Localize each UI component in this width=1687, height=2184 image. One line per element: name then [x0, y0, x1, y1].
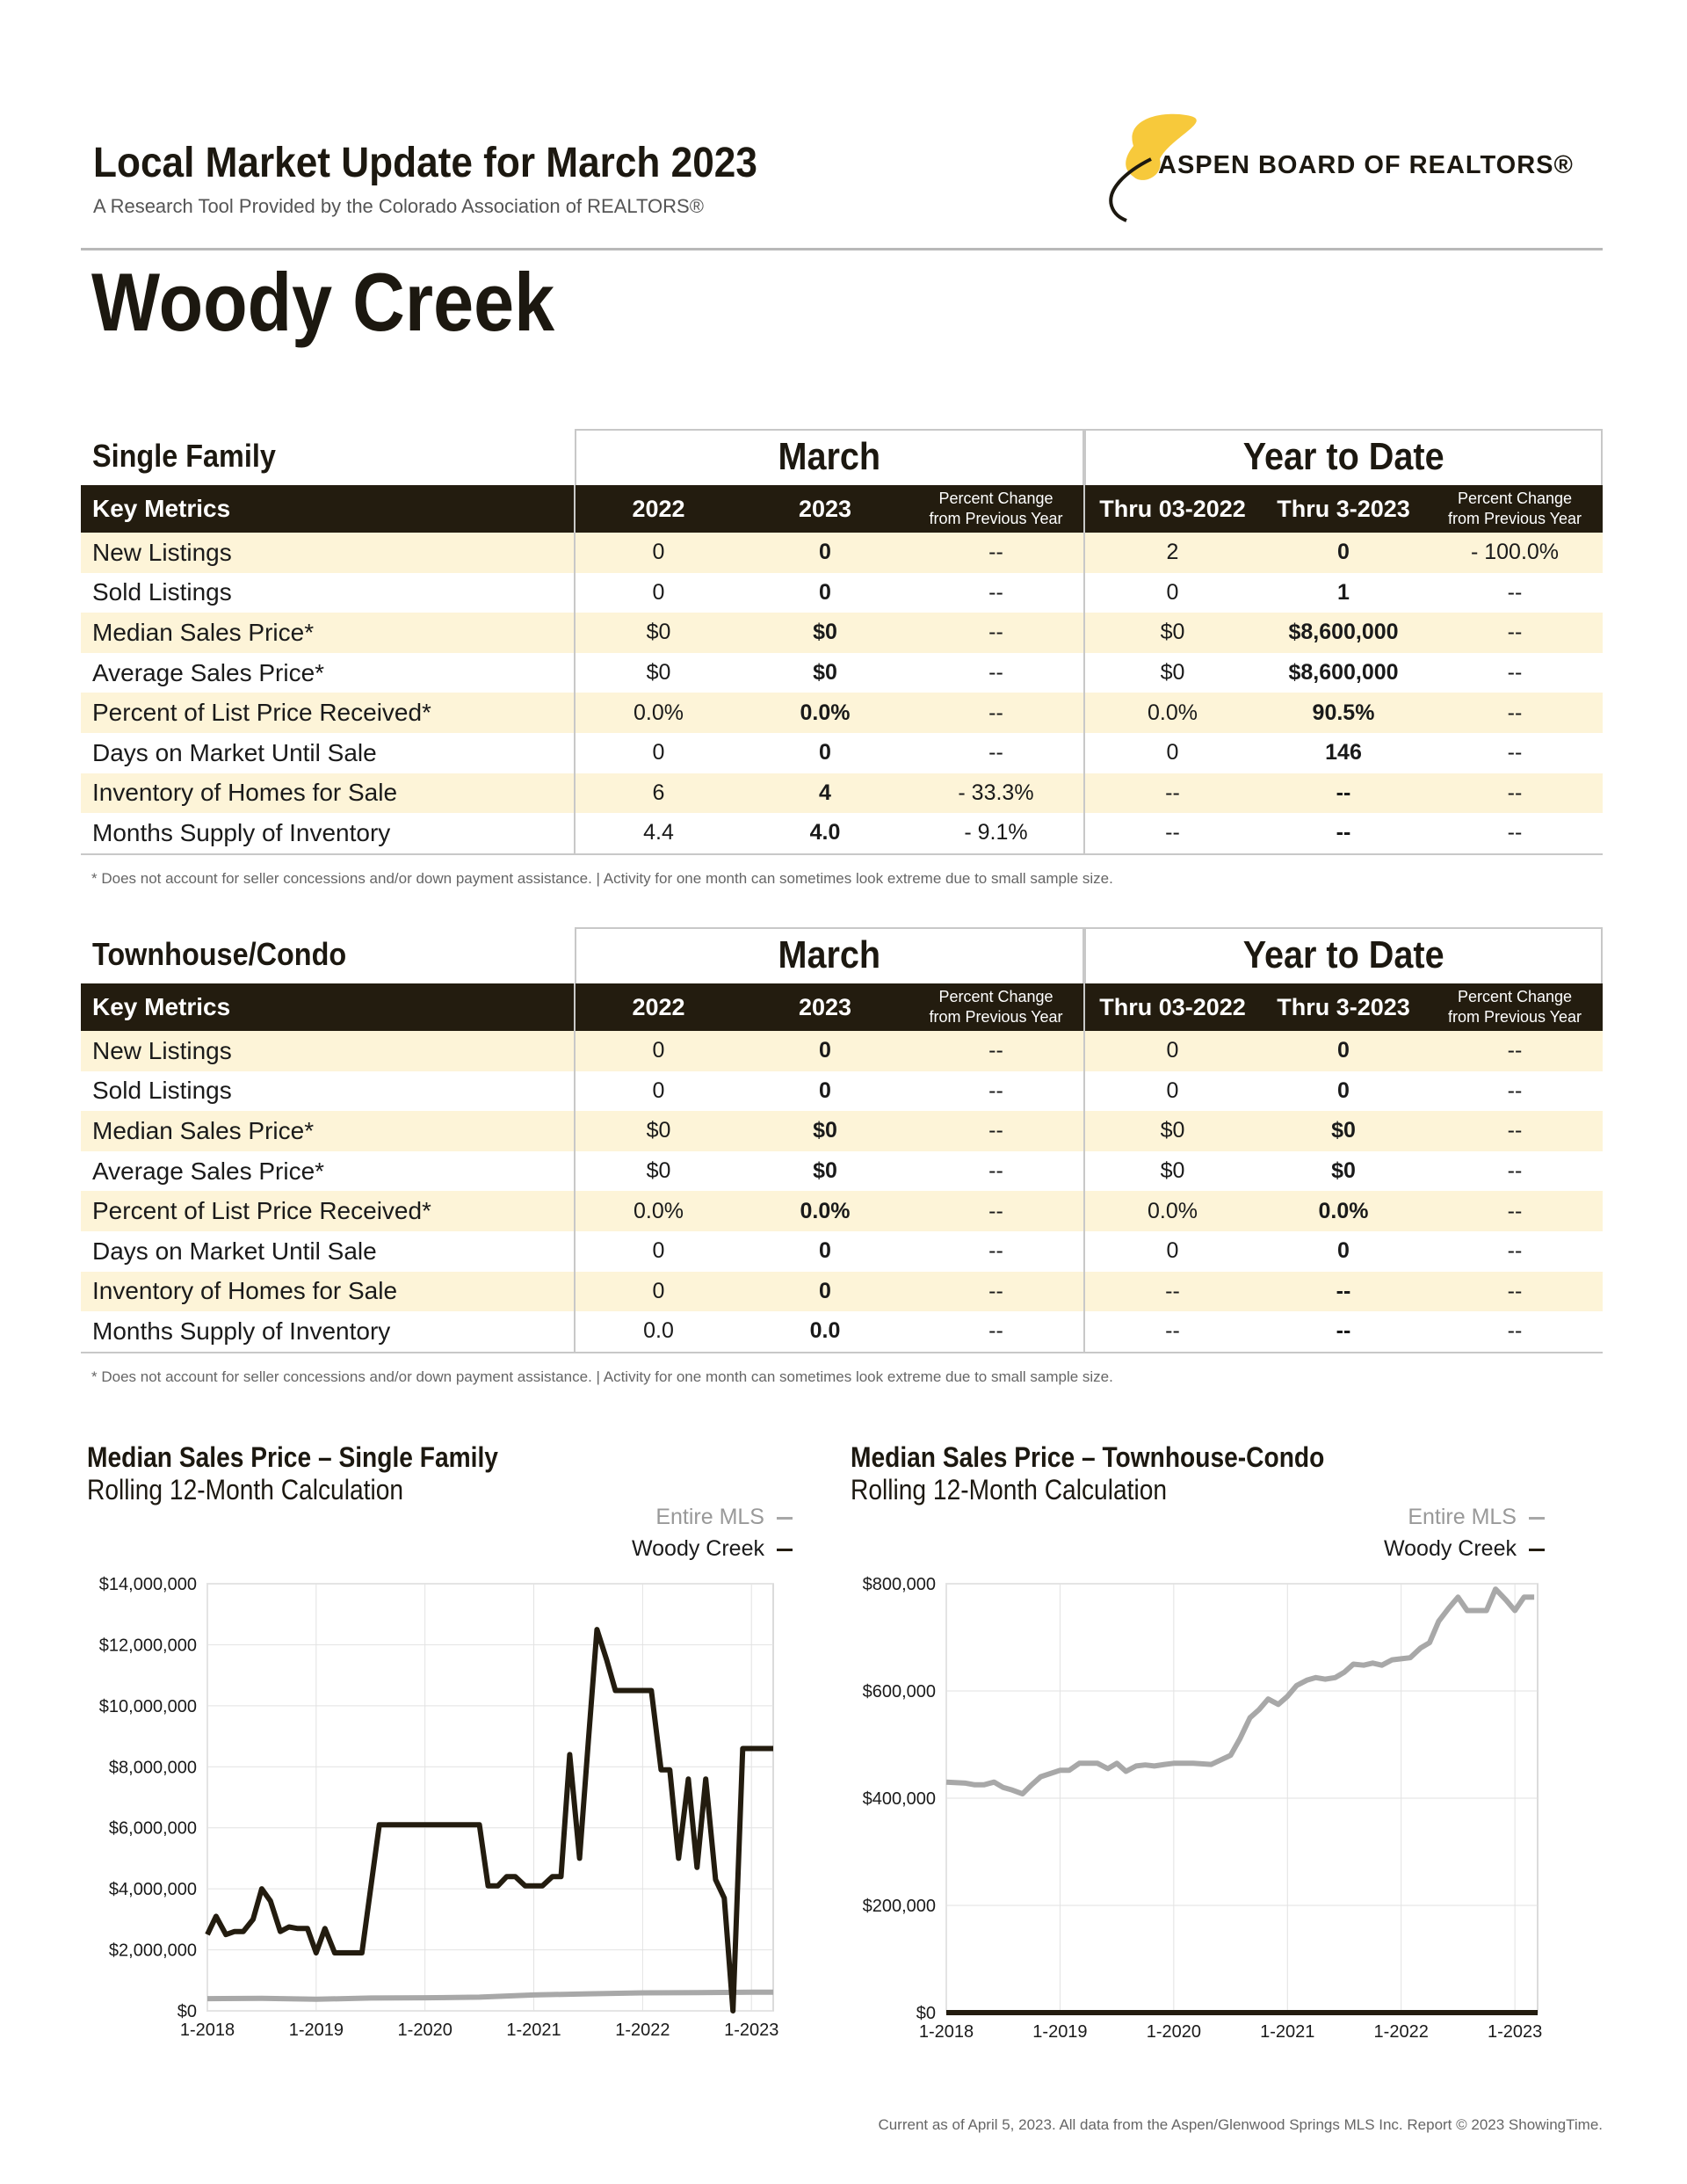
- value-2022: $0: [646, 660, 671, 686]
- value-2023: 4: [742, 773, 909, 814]
- metric-name: Percent of List Price Received*: [81, 1191, 575, 1231]
- value-ytd-2022: 0.0%: [1084, 1191, 1260, 1231]
- value-ytd-2023: $8,600,000: [1288, 660, 1399, 686]
- pct-change-ytd: --: [1427, 1111, 1603, 1151]
- metric-name: New Listings: [81, 1031, 575, 1071]
- pct-change-month: --: [909, 533, 1084, 573]
- metric-name: Inventory of Homes for Sale: [81, 773, 575, 814]
- col-pct-change-month: Percent Change from Previous Year: [909, 983, 1084, 1031]
- x-tick-label: 1-2021: [506, 2021, 561, 2040]
- pct-change-ytd: --: [1507, 660, 1523, 686]
- section-label: Single Family: [92, 438, 276, 474]
- value-2023: 0.0%: [742, 693, 909, 733]
- pct-change-ytd: --: [1507, 1158, 1523, 1184]
- value-ytd-2023: 0: [1337, 1077, 1350, 1103]
- legend-entire-mls: Entire MLS: [1408, 1505, 1545, 1530]
- y-tick-label: $800,000: [862, 1575, 936, 1594]
- value-ytd-2023: $8,600,000: [1260, 613, 1427, 653]
- townhouse-condo-section: [81, 927, 1603, 1385]
- value-2022: $0: [575, 613, 742, 653]
- value-ytd-2022: 0: [1166, 579, 1179, 605]
- metric-name: Average Sales Price*: [81, 653, 575, 693]
- y-tick-label: $14,000,000: [98, 1575, 197, 1594]
- single-family-section: [81, 429, 1603, 887]
- value-ytd-2022: --: [1084, 813, 1260, 854]
- table-header-row: [81, 485, 1603, 533]
- table-row: [81, 1231, 1603, 1272]
- footnote: * Does not account for seller concessions and/or down payment assistance. | Activity for one month can sometimes look extreme due to small sample size.: [91, 870, 1113, 887]
- metrics-table: [81, 485, 1603, 855]
- y-tick-label: $6,000,000: [108, 1818, 197, 1839]
- col-ytd-2023: Thru 3-2023: [1260, 983, 1427, 1031]
- value-2023: 0: [742, 1031, 909, 1071]
- value-2022: 0.0%: [575, 1191, 742, 1231]
- col-2023: 2023: [742, 485, 909, 533]
- x-tick-label: 1-2019: [1032, 2022, 1088, 2042]
- col-key-metrics: Key Metrics: [81, 485, 575, 533]
- value-2023: 0: [742, 1272, 909, 1312]
- value-ytd-2023: 0: [1337, 1238, 1350, 1264]
- value-ytd-2022: $0: [1160, 660, 1185, 686]
- value-ytd-2022: 0: [1166, 1238, 1179, 1264]
- value-ytd-2022: $0: [1160, 1158, 1185, 1184]
- x-tick-label: 1-2022: [1373, 2022, 1429, 2042]
- value-ytd-2023: 146: [1325, 740, 1362, 765]
- value-ytd-2022: $0: [1084, 613, 1260, 653]
- table-row: [81, 1151, 1603, 1192]
- y-tick-label: $4,000,000: [108, 1880, 197, 1900]
- value-2022: $0: [646, 1158, 671, 1184]
- footnote: * Does not account for seller concessions and/or down payment assistance. | Activity for one month can sometimes look extreme due to small sample size.: [91, 1368, 1113, 1385]
- chart-title: Median Sales Price – Single Family: [87, 1441, 498, 1473]
- value-ytd-2022: $0: [1084, 1111, 1260, 1151]
- table-row: [81, 653, 1603, 693]
- value-2022: $0: [575, 1111, 742, 1151]
- pct-change-month: --: [909, 1151, 1084, 1192]
- col-key-metrics: Key Metrics: [81, 983, 575, 1031]
- value-2023: 0.0%: [742, 1191, 909, 1231]
- metric-name: Median Sales Price*: [81, 1111, 575, 1151]
- pct-change-month: --: [909, 653, 1084, 693]
- table-row: [81, 1111, 1603, 1151]
- table-row: [81, 1311, 1603, 1353]
- value-ytd-2022: --: [1084, 1311, 1260, 1353]
- table-row: [81, 1071, 1603, 1112]
- pct-change-month: - 9.1%: [909, 813, 1084, 854]
- col-ytd-2023: Thru 3-2023: [1260, 485, 1427, 533]
- pct-change-month: --: [909, 1311, 1084, 1353]
- pct-change-ytd: --: [1507, 1238, 1523, 1264]
- group-header-ytd: Year to Date: [1084, 927, 1603, 983]
- table-row: [81, 773, 1603, 814]
- report-title: Local Market Update for March 2023: [93, 140, 757, 186]
- group-header-month: March: [575, 429, 1084, 485]
- value-2022: 4.4: [575, 813, 742, 854]
- metric-name: Months Supply of Inventory: [81, 1311, 575, 1353]
- y-tick-label: $0: [177, 2002, 197, 2021]
- table-row: [81, 573, 1603, 613]
- pct-change-ytd: --: [1427, 773, 1603, 814]
- logo-text: ASPEN BOARD OF REALTORS®: [1158, 151, 1574, 179]
- pct-change-month: --: [909, 1071, 1084, 1112]
- value-2023: $0: [742, 1111, 909, 1151]
- value-ytd-2022: 2: [1084, 533, 1260, 573]
- legend-woody-creek: Woody Creek: [632, 1536, 793, 1562]
- chart-subtitle: Rolling 12-Month Calculation: [87, 1474, 404, 1506]
- value-2022: 0: [575, 1272, 742, 1312]
- table-row: [81, 813, 1603, 854]
- report-subtitle: A Research Tool Provided by the Colorado Association of REALTORS®: [93, 195, 704, 217]
- section-label: Townhouse/Condo: [92, 936, 347, 972]
- legend-woody-creek: Woody Creek: [1384, 1536, 1545, 1562]
- legend-entire-mls: Entire MLS: [655, 1505, 793, 1530]
- metric-name: Months Supply of Inventory: [81, 813, 575, 854]
- pct-change-ytd: --: [1427, 1191, 1603, 1231]
- header-divider: [81, 248, 1603, 250]
- value-ytd-2022: 0: [1084, 1031, 1260, 1071]
- footer-note: Current as of April 5, 2023. All data from the Aspen/Glenwood Springs MLS Inc. Report © 2023 ShowingTime.: [878, 2116, 1603, 2133]
- y-tick-label: $8,000,000: [108, 1758, 197, 1778]
- value-ytd-2022: 0: [1166, 1077, 1179, 1103]
- x-tick-label: 1-2022: [615, 2021, 670, 2040]
- value-2023: $0: [813, 1158, 837, 1184]
- value-2023: 0.0: [742, 1311, 909, 1353]
- metric-name: Days on Market Until Sale: [81, 733, 575, 773]
- legend-swatch: [1529, 1517, 1545, 1520]
- value-2023: 0: [819, 740, 831, 765]
- table-row: [81, 613, 1603, 653]
- y-tick-label: $600,000: [862, 1682, 936, 1701]
- value-2023: $0: [742, 613, 909, 653]
- x-tick-label: 1-2023: [1487, 2022, 1543, 2042]
- col-2022: 2022: [575, 983, 742, 1031]
- pct-change-month: --: [909, 613, 1084, 653]
- value-2022: 0: [575, 1031, 742, 1071]
- y-tick-label: $10,000,000: [98, 1696, 197, 1716]
- value-ytd-2023: $0: [1260, 1111, 1427, 1151]
- value-2022: 0: [652, 1077, 665, 1103]
- pct-change-ytd: --: [1427, 1272, 1603, 1312]
- metric-name: Median Sales Price*: [81, 613, 575, 653]
- pct-change-month: --: [909, 1231, 1084, 1272]
- value-2023: $0: [813, 660, 837, 686]
- pct-change-month: --: [909, 573, 1084, 613]
- value-2023: 0: [819, 1238, 831, 1264]
- value-ytd-2023: --: [1260, 813, 1427, 854]
- value-2022: 0.0: [575, 1311, 742, 1353]
- value-ytd-2022: 0: [1166, 740, 1179, 765]
- pct-change-month: --: [909, 733, 1084, 773]
- pct-change-ytd: --: [1427, 613, 1603, 653]
- table-row: [81, 1272, 1603, 1312]
- x-tick-label: 1-2019: [288, 2021, 344, 2040]
- table-row: [81, 693, 1603, 733]
- pct-change-ytd: --: [1427, 693, 1603, 733]
- value-ytd-2023: 0: [1260, 1031, 1427, 1071]
- value-2023: 0: [819, 579, 831, 605]
- x-tick-label: 1-2021: [1260, 2022, 1315, 2042]
- pct-change-month: - 33.3%: [909, 773, 1084, 814]
- value-ytd-2023: $0: [1331, 1158, 1356, 1184]
- value-ytd-2023: 1: [1337, 579, 1350, 605]
- y-tick-label: $2,000,000: [108, 1941, 197, 1961]
- metric-name: Sold Listings: [81, 573, 575, 613]
- table-row: [81, 733, 1603, 773]
- pct-change-month: --: [909, 1272, 1084, 1312]
- value-2022: 0: [652, 740, 665, 765]
- value-2023: 0: [742, 533, 909, 573]
- col-pct-change-month: Percent Change from Previous Year: [909, 485, 1084, 533]
- x-tick-label: 1-2018: [918, 2022, 974, 2042]
- legend-swatch: [777, 1517, 793, 1520]
- pct-change-ytd: - 100.0%: [1427, 533, 1603, 573]
- pct-change-ytd: --: [1427, 813, 1603, 854]
- value-ytd-2022: --: [1084, 1272, 1260, 1312]
- col-2023: 2023: [742, 983, 909, 1031]
- metric-name: Average Sales Price*: [81, 1151, 575, 1192]
- y-tick-label: $0: [916, 2004, 936, 2023]
- metric-name: Sold Listings: [81, 1071, 575, 1112]
- value-ytd-2023: 0: [1260, 533, 1427, 573]
- table-header-row: [81, 983, 1603, 1031]
- y-tick-label: $200,000: [862, 1897, 936, 1916]
- x-tick-label: 1-2018: [179, 2021, 235, 2040]
- pct-change-ytd: --: [1507, 1077, 1523, 1103]
- col-2022: 2022: [575, 485, 742, 533]
- value-ytd-2023: --: [1260, 1272, 1427, 1312]
- metric-name: Days on Market Until Sale: [81, 1231, 575, 1272]
- metric-name: Inventory of Homes for Sale: [81, 1272, 575, 1312]
- col-ytd-2022: Thru 03-2022: [1084, 485, 1260, 533]
- pct-change-ytd: --: [1507, 740, 1523, 765]
- median-price-townhouse-condo-chart: [808, 1564, 1687, 2057]
- pct-change-month: --: [909, 1191, 1084, 1231]
- table-row: [81, 1031, 1603, 1071]
- legend-swatch: [777, 1549, 793, 1551]
- location-title: Woody Creek: [91, 256, 555, 348]
- col-pct-change-ytd: Percent Change from Previous Year: [1427, 983, 1603, 1031]
- value-2022: 6: [575, 773, 742, 814]
- pct-change-month: --: [909, 1031, 1084, 1071]
- table-row: [81, 533, 1603, 573]
- value-ytd-2023: --: [1260, 1311, 1427, 1353]
- pct-change-ytd: --: [1507, 579, 1523, 605]
- x-tick-label: 1-2020: [397, 2021, 453, 2040]
- group-header-ytd: Year to Date: [1084, 429, 1603, 485]
- x-tick-label: 1-2020: [1146, 2022, 1201, 2042]
- group-header-month: March: [575, 927, 1084, 983]
- metric-name: Percent of List Price Received*: [81, 693, 575, 733]
- col-pct-change-ytd: Percent Change from Previous Year: [1427, 485, 1603, 533]
- value-2022: 0.0%: [575, 693, 742, 733]
- metrics-table: [81, 983, 1603, 1353]
- y-tick-label: $12,000,000: [98, 1636, 197, 1656]
- chart-title: Median Sales Price – Townhouse-Condo: [851, 1441, 1325, 1473]
- pct-change-ytd: --: [1427, 1311, 1603, 1353]
- value-2022: 0: [652, 579, 665, 605]
- table-row: [81, 1191, 1603, 1231]
- value-ytd-2022: 0.0%: [1084, 693, 1260, 733]
- value-2023: 0: [819, 1077, 831, 1103]
- legend-swatch: [1529, 1549, 1545, 1551]
- pct-change-month: --: [909, 1111, 1084, 1151]
- x-tick-label: 1-2023: [724, 2021, 779, 2040]
- value-2022: 0: [652, 1238, 665, 1264]
- value-ytd-2023: 0.0%: [1260, 1191, 1427, 1231]
- value-ytd-2023: 90.5%: [1260, 693, 1427, 733]
- metric-name: New Listings: [81, 533, 575, 573]
- value-ytd-2023: --: [1260, 773, 1427, 814]
- value-2022: 0: [575, 533, 742, 573]
- chart-subtitle: Rolling 12-Month Calculation: [851, 1474, 1168, 1506]
- pct-change-month: --: [909, 693, 1084, 733]
- y-tick-label: $400,000: [862, 1789, 936, 1809]
- value-ytd-2022: --: [1084, 773, 1260, 814]
- pct-change-ytd: --: [1427, 1031, 1603, 1071]
- median-price-single-family-chart: [0, 1564, 808, 2057]
- value-2023: 4.0: [742, 813, 909, 854]
- col-ytd-2022: Thru 03-2022: [1084, 983, 1260, 1031]
